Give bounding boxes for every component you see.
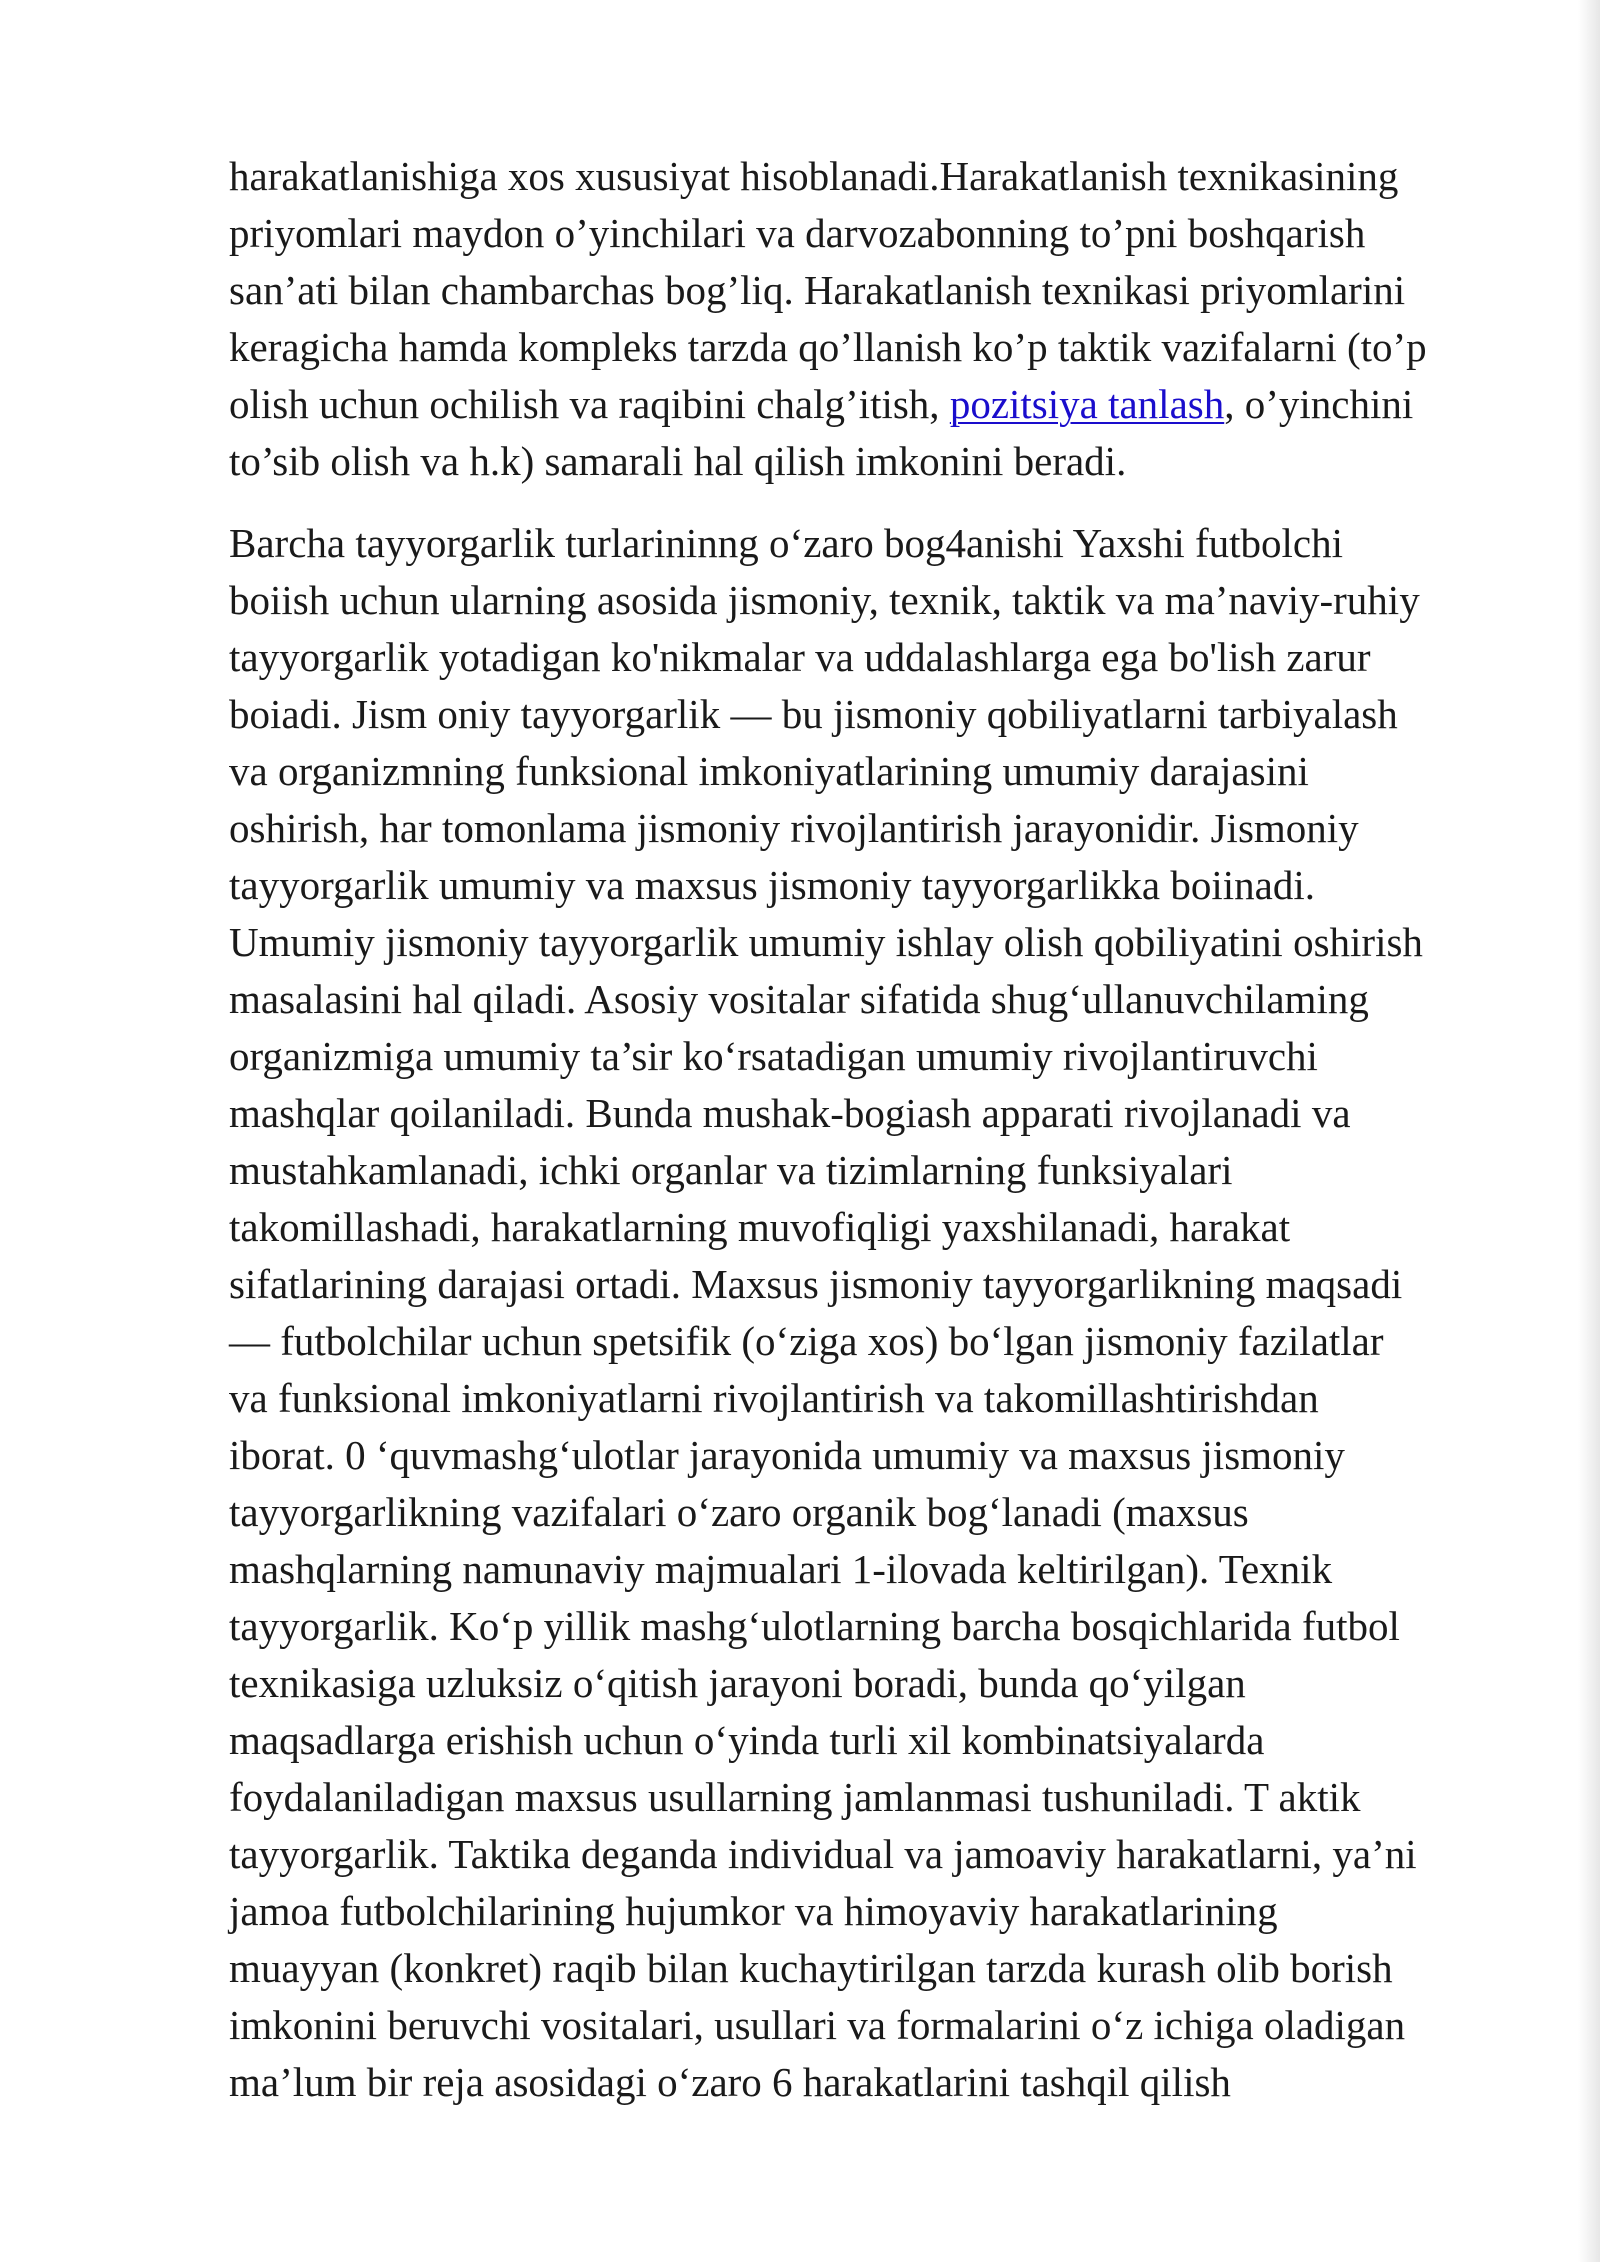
text-line: oshirish, har tomonlama jismoniy rivojlantirish jarayonidir. Jismoniy [229, 805, 1359, 851]
text-line: tayyorgarlik yotadigan ko'nikmalar va uddalashlarga ega bo'lish zarur [229, 634, 1371, 680]
text-line: iborat. 0 ‘quvmashg‘ulotlar jarayonida umumiy va maxsus jismoniy [229, 1432, 1345, 1478]
text-line: tayyorgarlik. Taktika deganda individual va jamoaviy harakatlarni, ya’ni [229, 1831, 1417, 1877]
text-line: texnikasiga uzluksiz o‘qitish jarayoni boradi, bunda qo‘yilgan [229, 1660, 1246, 1706]
text-line: mashqlar qoilaniladi. Bunda mushak-bogiash apparati rivojlanadi va [229, 1090, 1351, 1136]
text-line: mashqlarning namunaviy majmualari 1-ilovada keltirilgan). Texnik [229, 1546, 1333, 1592]
text-fragment: olish uchun ochilish va raqibini chalg’itish, [229, 381, 950, 427]
paragraph-1 [229, 148, 1514, 490]
text-line: harakatlanishiga xos xususiyat hisoblanadi.Harakatlanish texnikasining [229, 153, 1399, 199]
text-line: muayyan (konkret) raqib bilan kuchaytirilgan tarzda kurash olib borish [229, 1945, 1393, 1991]
text-line: boiadi. Jism oniy tayyorgarlik — bu jismoniy qobiliyatlarni tarbiyalash [229, 691, 1398, 737]
text-line: Barcha tayyorgarlik turlarininng o‘zaro bog4anishi Yaxshi futbolchi [229, 520, 1343, 566]
text-line: takomillashadi, harakatlarning muvofiqligi yaxshilanadi, harakat [229, 1204, 1291, 1250]
text-line: priyomlari maydon o’yinchilari va darvozabonning to’pni boshqarish [229, 210, 1366, 256]
page-edge-shadow [1578, 0, 1600, 2262]
text-line: sifatlarining darajasi ortadi. Maxsus jismoniy tayyorgarlikning maqsadi [229, 1261, 1403, 1307]
text-line: tayyorgarlik umumiy va maxsus jismoniy tayyorgarlikka boiinadi. [229, 862, 1315, 908]
text-line: va funksional imkoniyatlarni rivojlantirish va takomillashtirishdan [229, 1375, 1319, 1421]
text-line: jamoa futbolchilarining hujumkor va himoyaviy harakatlarining [229, 1888, 1278, 1934]
text-line: foydalaniladigan maxsus usullarning jamlanmasi tushuniladi. T aktik [229, 1774, 1361, 1820]
text-line: ma’lum bir reja asosidagi o‘zaro 6 harakatlarini tashqil qilish [229, 2059, 1231, 2105]
text-line: — futbolchilar uchun spetsifik (o‘ziga xos) bo‘lgan jismoniy fazilatlar [229, 1318, 1384, 1364]
text-line-with-link [229, 376, 1514, 433]
text-line: mustahkamlanadi, ichki organlar va tizimlarning funksiyalari [229, 1147, 1233, 1193]
text-line: organizmiga umumiy ta’sir ko‘rsatadigan umumiy rivojlantiruvchi [229, 1033, 1318, 1079]
text-line: boiish uchun ularning asosida jismoniy, texnik, taktik va ma’naviy-ruhiy [229, 577, 1420, 623]
text-line: san’ati bilan chambarchas bog’liq. Harakatlanish texnikasi priyomlarini [229, 267, 1406, 313]
text-line: va organizmning funksional imkoniyatlarining umumiy darajasini [229, 748, 1309, 794]
text-line: to’sib olish va h.k) samarali hal qilish imkonini beradi. [229, 438, 1127, 484]
document-body [229, 148, 1514, 2111]
pozitsiya-tanlash-link[interactable]: pozitsiya tanlash [949, 381, 1225, 427]
text-line: Umumiy jismoniy tayyorgarlik umumiy ishlay olish qobiliyatini oshirish [229, 919, 1423, 965]
text-line: tayyorgarlik. Ko‘p yillik mashg‘ulotlarning barcha bosqichlarida futbol [229, 1603, 1400, 1649]
text-line: masalasini hal qiladi. Asosiy vositalar sifatida shug‘ullanuvchilaming [229, 976, 1369, 1022]
paragraph-2 [229, 515, 1514, 2111]
text-line: imkonini beruvchi vositalari, usullari va formalarini o‘z ichiga oladigan [229, 2002, 1406, 2048]
text-line: tayyorgarlikning vazifalari o‘zaro organik bog‘lanadi (maxsus [229, 1489, 1249, 1535]
text-fragment: , o’yinchini [1224, 381, 1414, 427]
text-line: keragicha hamda kompleks tarzda qo’llanish ko’p taktik vazifalarni (to’p [229, 324, 1427, 370]
text-line: maqsadlarga erishish uchun o‘yinda turli xil kombinatsiyalarda [229, 1717, 1265, 1763]
